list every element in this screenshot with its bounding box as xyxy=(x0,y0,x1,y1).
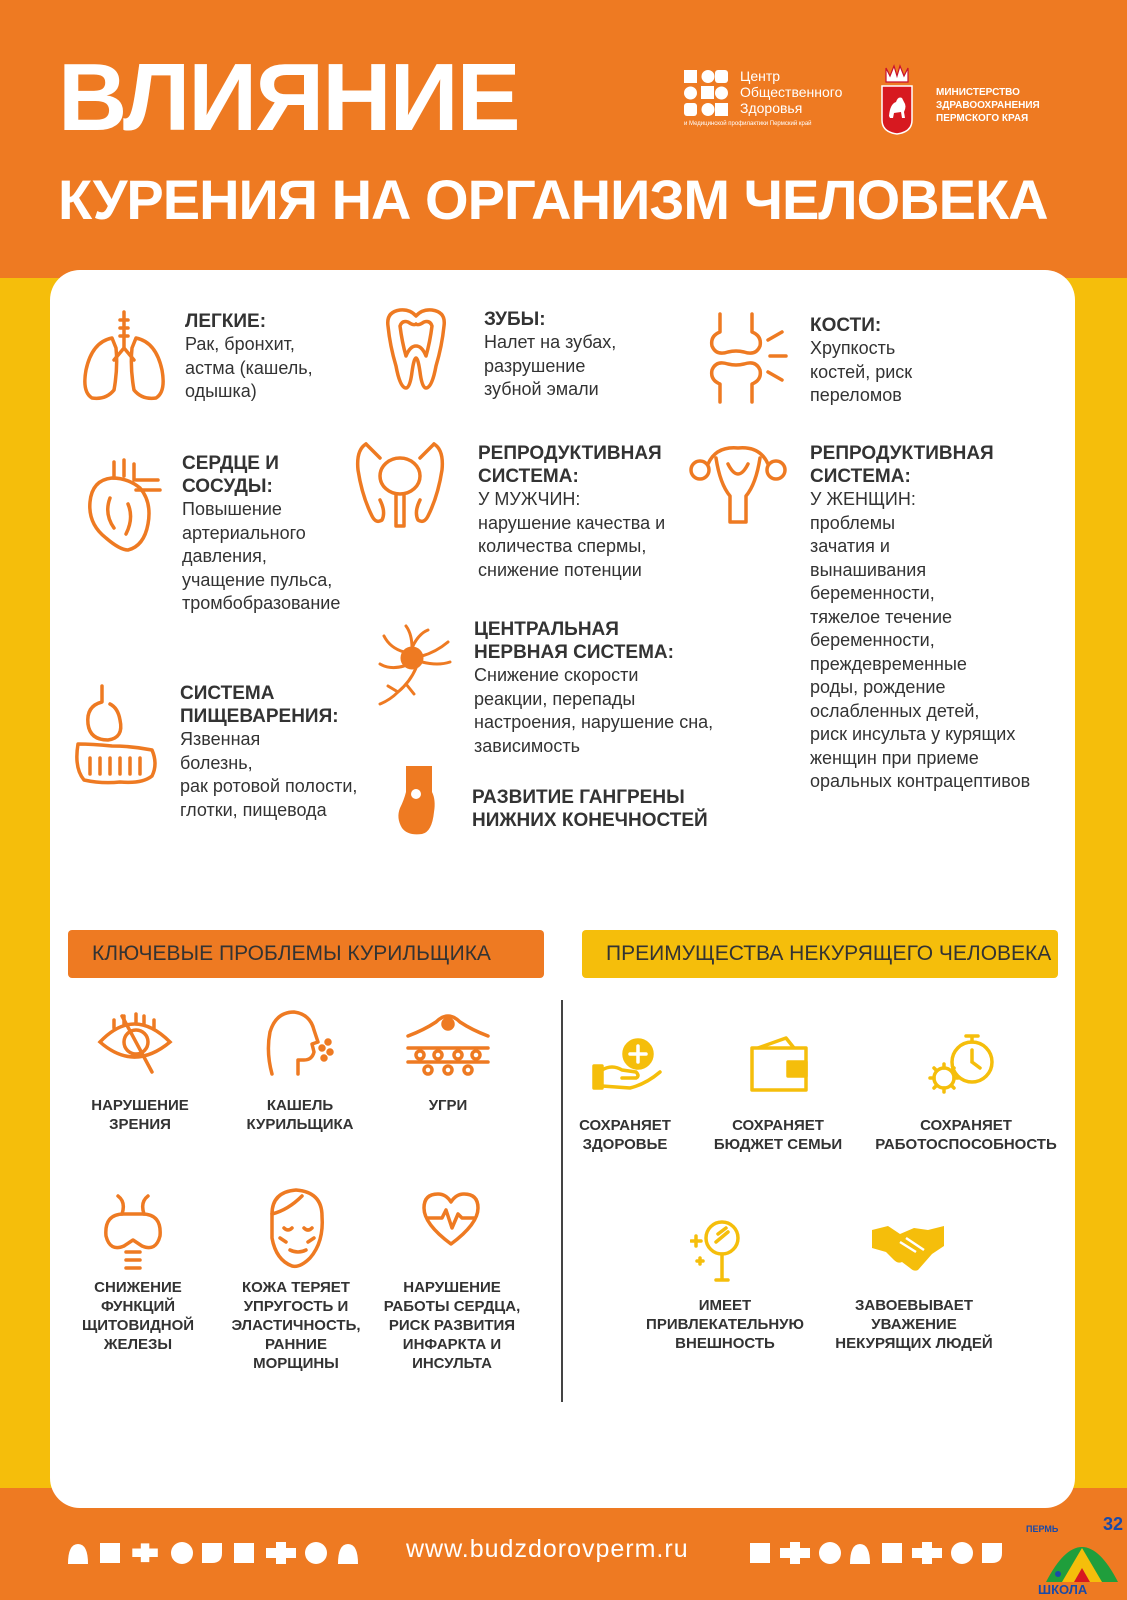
stomach-icon xyxy=(72,684,160,792)
footer-shapes-right xyxy=(748,1540,1020,1566)
heart-organ-icon xyxy=(84,458,164,554)
organ-teeth xyxy=(484,308,616,402)
problem-caption-line: КОЖА ТЕРЯЕТ xyxy=(242,1279,350,1296)
problem-caption-line: КАШЕЛЬ xyxy=(266,1097,334,1114)
organ-digestion xyxy=(180,682,357,822)
organ-lungs-head: ЛЕГКИЕ: xyxy=(185,311,267,332)
organ-heart-line: давления, xyxy=(182,546,267,566)
organ-repro-female-line: зачатия и xyxy=(810,536,890,556)
organ-repro-female-line: преждевременные xyxy=(810,653,967,674)
organ-digestion-head: СИСТЕМА xyxy=(180,683,275,704)
health-hand-icon xyxy=(592,1036,664,1092)
organ-repro-male xyxy=(478,442,665,582)
organ-repro-male-line: У МУЖЧИН: xyxy=(478,489,581,509)
benefit-caption-line: ЗАВОЕВЫВАЕТ xyxy=(855,1297,973,1314)
problems-section-title: КЛЮЧЕВЫЕ ПРОБЛЕМЫ КУРИЛЬЩИКА xyxy=(68,930,544,978)
organ-heart-head: СЕРДЦЕ И xyxy=(182,453,279,474)
organ-heart-line: артериального xyxy=(182,522,306,543)
organ-repro-female-head: РЕПРОДУКТИВНАЯ xyxy=(810,443,994,464)
benefit-caption-line: БЮДЖЕТ СЕМЬИ xyxy=(713,1136,843,1153)
problem-caption-line: РАННИЕ xyxy=(265,1336,327,1353)
cough-icon xyxy=(264,1008,336,1078)
organ-bones-line: переломов xyxy=(810,385,902,405)
organ-cns-line: Снижение скорости xyxy=(474,665,639,685)
organ-cns xyxy=(474,618,713,758)
problem-caption-line: РАБОТЫ СЕРДЦА, xyxy=(383,1298,521,1315)
organ-repro-female-line: ослабленных детей, xyxy=(810,700,980,721)
benefit-caption-line: ПРИВЛЕКАТЕЛЬНУЮ xyxy=(646,1316,804,1333)
problem-caption-line: НАРУШЕНИЕ xyxy=(91,1097,189,1114)
organ-lungs-line: Рак, бронхит, xyxy=(185,334,295,354)
organ-digestion-line: глотки, пищевода xyxy=(180,799,327,820)
problem-caption-line: МОРЩИНЫ xyxy=(253,1355,339,1372)
organ-repro-female-line: женщин при приеме xyxy=(810,747,979,768)
organ-teeth-line: разрушение xyxy=(484,355,586,376)
organ-lungs xyxy=(185,310,313,404)
problem-caption-line: УПРУГОСТЬ И xyxy=(243,1298,349,1315)
benefit-caption-line: НЕКУРЯЩИХ ЛЮДЕЙ xyxy=(835,1335,993,1352)
school-badge-number: 32 xyxy=(1102,1514,1123,1534)
school-badge xyxy=(1024,1510,1127,1600)
organ-heart-head: СОСУДЫ: xyxy=(182,476,273,497)
tooth-icon xyxy=(382,306,450,392)
organ-digestion-line: болезнь, xyxy=(180,752,253,773)
organ-gangrene xyxy=(472,786,708,832)
school-badge-city: ПЕРМЬ xyxy=(1026,1524,1059,1534)
benefit-caption-line: СОХРАНЯЕТ xyxy=(920,1117,1012,1134)
stopwatch-gear-icon xyxy=(928,1032,1000,1098)
logo-ceo-subtext: и Медицинской профилактики Пермский край xyxy=(684,121,812,127)
organ-cns-line: зависимость xyxy=(474,735,580,756)
organ-heart-line: учащение пульса, xyxy=(182,569,333,590)
page-subtitle: КУРЕНИЯ НА ОРГАНИЗМ ЧЕЛОВЕКА xyxy=(58,168,1048,231)
problem-caption-line: ФУНКЦИЙ xyxy=(100,1298,176,1315)
organ-gangrene-head: НИЖНИХ КОНЕЧНОСТЕЙ xyxy=(472,810,708,831)
benefit-caption-line: СОХРАНЯЕТ xyxy=(579,1117,671,1134)
logo-ministry-text-3: ПЕРМСКОГО КРАЯ xyxy=(936,113,1029,124)
benefit-caption-health xyxy=(566,1116,684,1154)
logo-ministry xyxy=(880,64,1070,140)
benefit-caption-line: СОХРАНЯЕТ xyxy=(732,1117,824,1134)
problem-caption-line: ЩИТОВИДНОЙ xyxy=(81,1317,195,1334)
logo-ceo-text-3: Здоровья xyxy=(740,100,803,116)
page-title: ВЛИЯНИЕ xyxy=(58,44,519,151)
organ-digestion-line: рак ротовой полости, xyxy=(180,776,358,796)
foot-icon xyxy=(392,764,440,836)
lungs-icon xyxy=(80,308,168,404)
problem-caption-line: СНИЖЕНИЕ xyxy=(94,1279,182,1296)
problem-caption-vision xyxy=(72,1096,208,1134)
organ-repro-male-line: нарушение качества и xyxy=(478,512,666,533)
organ-digestion-line: Язвенная xyxy=(180,729,261,749)
organ-repro-female-line: У ЖЕНЩИН: xyxy=(810,489,916,509)
problem-caption-heart xyxy=(376,1278,528,1373)
organ-repro-female-line: беременности, xyxy=(810,630,935,650)
perm-coat-of-arms-icon xyxy=(880,64,914,136)
problem-caption-acne xyxy=(388,1096,508,1115)
benefit-caption-line: ЗДОРОВЬЕ xyxy=(582,1136,668,1153)
organ-repro-female-head: СИСТЕМА: xyxy=(810,466,911,487)
organ-cns-head: ЦЕНТРАЛЬНАЯ xyxy=(474,619,619,640)
logo-ceo-text-2: Общественного xyxy=(740,84,843,100)
handshake-icon xyxy=(870,1220,946,1274)
organ-bones-line: Хрупкость xyxy=(810,338,896,358)
organ-repro-male-head: РЕПРОДУКТИВНАЯ xyxy=(478,443,662,464)
problem-caption-line: РИСК РАЗВИТИЯ xyxy=(388,1317,516,1334)
organ-cns-line: реакции, перепады xyxy=(474,688,636,709)
logo-public-health-center xyxy=(684,68,864,140)
problem-caption-line: ЭЛАСТИЧНОСТЬ, xyxy=(231,1317,361,1334)
acne-skin-icon xyxy=(404,1008,492,1076)
organ-heart xyxy=(182,452,340,616)
organ-teeth-head: ЗУБЫ: xyxy=(484,309,546,330)
logo-ceo-text-1: Центр xyxy=(740,68,781,84)
benefit-caption-line: ВНЕШНОСТЬ xyxy=(675,1335,775,1352)
footer-shapes-left xyxy=(66,1540,378,1566)
organ-heart-line: Повышение xyxy=(182,499,282,519)
bones-icon xyxy=(706,310,788,406)
organ-repro-male-head: СИСТЕМА: xyxy=(478,466,579,487)
organ-repro-male-line: снижение потенции xyxy=(478,559,642,580)
organ-repro-female-line: проблемы xyxy=(810,512,896,533)
problem-caption-skin xyxy=(222,1278,370,1373)
benefit-caption-line: РАБОТОСПОСОБНОСТЬ xyxy=(875,1136,1057,1153)
male-reproductive-icon xyxy=(352,440,448,530)
organ-lungs-line: астма (кашель, xyxy=(185,357,313,378)
benefits-section-title: ПРЕИМУЩЕСТВА НЕКУРЯЩЕГО ЧЕЛОВЕКА xyxy=(582,930,1058,978)
benefit-caption-line: УВАЖЕНИЕ xyxy=(871,1316,957,1333)
eye-icon xyxy=(96,1010,174,1074)
problem-caption-cough xyxy=(228,1096,372,1134)
footer-website-url[interactable]: www.budzdorovperm.ru xyxy=(406,1535,689,1563)
section-divider xyxy=(561,1000,563,1402)
logo-ministry-text-1: МИНИСТЕРСТВО xyxy=(936,87,1020,98)
school-badge-label: ШКОЛА xyxy=(1038,1582,1088,1597)
thyroid-icon xyxy=(100,1192,166,1274)
organ-repro-female-line: оральных контрацептивов xyxy=(810,771,1031,791)
organ-repro-female-line: тяжелое течение xyxy=(810,606,953,627)
benefit-caption-line: ИМЕЕТ xyxy=(698,1297,752,1314)
uterus-icon xyxy=(686,440,790,528)
organ-lungs-line: одышка) xyxy=(185,381,257,401)
benefit-caption-appearance xyxy=(630,1296,820,1353)
problem-caption-line: КУРИЛЬЩИКА xyxy=(246,1116,354,1133)
organ-bones-head: КОСТИ: xyxy=(810,315,882,336)
organ-bones-line: костей, риск xyxy=(810,361,913,382)
organ-cns-line: настроения, нарушение сна, xyxy=(474,712,714,732)
benefit-caption-respect xyxy=(822,1296,1006,1353)
organ-repro-female xyxy=(810,442,1030,794)
organ-repro-female-line: вынашивания xyxy=(810,559,927,580)
problem-caption-line: УГРИ xyxy=(428,1097,468,1114)
problem-caption-thyroid xyxy=(68,1278,208,1354)
organ-gangrene-head: РАЗВИТИЕ ГАНГРЕНЫ xyxy=(472,787,685,808)
organ-repro-male-line: количества спермы, xyxy=(478,536,647,556)
wrinkled-face-icon xyxy=(262,1186,332,1270)
organ-cns-head: НЕРВНАЯ СИСТЕМА: xyxy=(474,642,674,663)
wallet-icon xyxy=(748,1034,810,1094)
organ-repro-female-line: роды, рождение xyxy=(810,677,946,697)
mirror-icon xyxy=(690,1216,748,1286)
organ-repro-female-line: беременности, xyxy=(810,583,935,603)
problem-caption-line: НАРУШЕНИЕ xyxy=(403,1279,501,1296)
organ-repro-female-line: риск инсульта у курящих xyxy=(810,724,1016,744)
problem-caption-line: ИНФАРКТА И xyxy=(402,1336,502,1353)
problem-caption-line: ЗРЕНИЯ xyxy=(109,1116,171,1133)
organ-teeth-line: Налет на зубах, xyxy=(484,332,617,352)
problem-caption-line: ЖЕЛЕЗЫ xyxy=(103,1336,173,1353)
heartbeat-icon xyxy=(420,1190,482,1248)
neuron-icon xyxy=(376,622,454,708)
organ-bones xyxy=(810,314,912,408)
logo-dots-icon xyxy=(684,70,734,116)
organ-digestion-head: ПИЩЕВАРЕНИЯ: xyxy=(180,706,339,727)
organ-heart-line: тромбобразование xyxy=(182,593,341,613)
organ-teeth-line: зубной эмали xyxy=(484,379,599,399)
benefit-caption-budget xyxy=(704,1116,852,1154)
problem-caption-line: ИНСУЛЬТА xyxy=(412,1355,492,1372)
logo-ministry-text-2: ЗДРАВООХРАНЕНИЯ xyxy=(936,100,1040,111)
benefit-caption-work xyxy=(866,1116,1066,1154)
